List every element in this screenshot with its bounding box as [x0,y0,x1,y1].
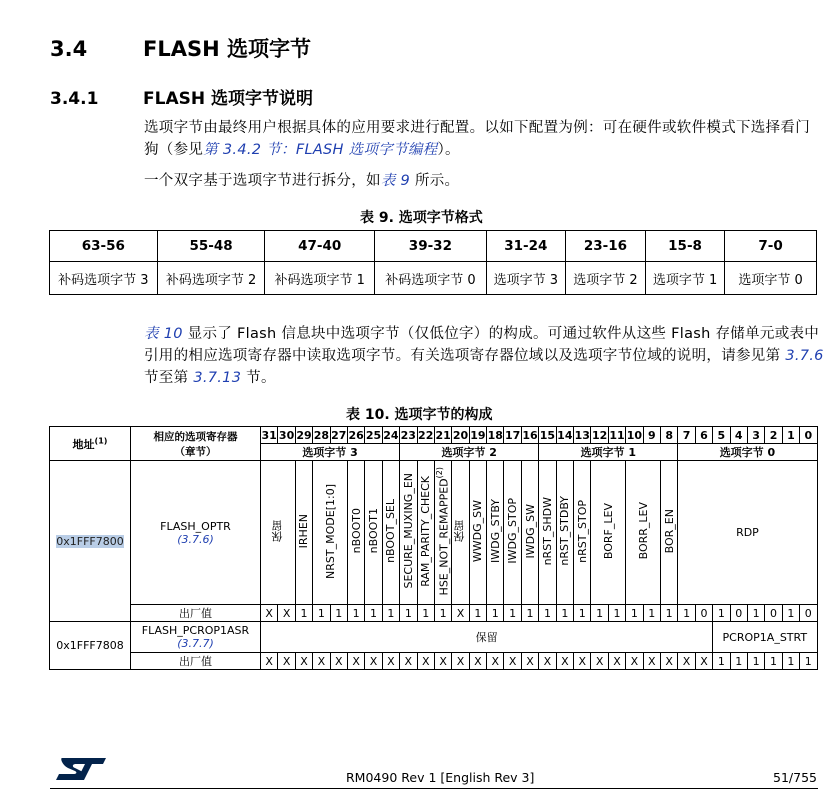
bitfield-text: 保留 [453,520,467,542]
bitfield-label [524,504,537,558]
factory-value: X [452,653,469,670]
bitfield-text: BORR_LEV [636,502,650,560]
bit-number: 25 [365,428,382,442]
factory-value: 1 [313,605,330,622]
address-footnote: (1) [94,435,108,445]
bit-number: 8 [660,427,677,444]
paragraph-1 [144,117,824,161]
footer-doc-id: RM0490 Rev 1 [English Rev 3] [346,770,535,785]
bitfield-text: RAM_PARITY_CHECK [419,475,433,587]
bitfield-text: nBOOT1 [367,508,381,554]
bit-number: 4 [730,427,747,444]
byte-group-label: 选项字节 1 [539,444,678,461]
factory-value: 1 [365,605,382,622]
bitfield-label [541,497,554,565]
bitfield-text: IRHEN [297,513,311,549]
table9-cell: 选项字节 1 [645,262,724,295]
table9-caption: 表 9. 选项字节格式 [360,210,483,226]
bit-number: 0 [800,427,817,444]
bit-number: 26 [348,428,364,442]
bit-number: 17 [505,428,521,442]
factory-value: 1 [295,605,312,622]
byte-group-label: 选项字节 3 [261,444,400,461]
bit-number: 21 [435,428,451,442]
bitfield-cell [487,461,504,605]
bit-number: 11 [609,428,625,442]
factory-value: X [469,653,486,670]
bitfield-text: HSE_NOT_REMAPPED [437,478,451,596]
register-ref-link[interactable]: (3.7.6) [177,532,214,546]
factory-value: 1 [730,653,747,670]
factory-value: X [539,653,556,670]
para2-text: 一个双字基于选项字节进行拆分，如 [144,173,381,189]
register-header: 相应的选项寄存器（章节） [131,427,261,461]
bit-number: 24 [383,428,399,442]
factory-value: 1 [574,605,591,622]
hse-footnote: (2) [435,466,445,479]
table-9-link[interactable]: 表 9 [380,173,411,189]
bitfield-cell [400,461,417,605]
table9-header-cell: 55-48 [157,231,265,262]
bit-number: 23 [400,428,416,442]
bitfield-text: BOR_EN [662,508,676,554]
table9-header-cell: 7-0 [725,231,817,262]
bitfield-cell [591,461,626,605]
factory-value: X [487,653,504,670]
table9-cell: 选项字节 3 [486,262,565,295]
table9-header-cell: 31-24 [486,231,565,262]
factory-value: 1 [782,605,799,622]
bitfield-text: IWDG_SW [523,503,537,559]
factory-value: 1 [400,605,417,622]
factory-value: X [660,653,677,670]
table9-cell: 选项字节 0 [725,262,817,295]
factory-value: 1 [347,605,364,622]
st-logo-icon [54,756,108,782]
bit-number: 9 [643,427,660,444]
factory-value: 1 [660,605,677,622]
address-header [50,427,131,461]
factory-value: 1 [678,605,695,622]
factory-value: X [313,653,330,670]
factory-value: X [678,653,695,670]
bit-number: 28 [313,428,330,442]
factory-value: 1 [626,605,643,622]
register-ref-link[interactable]: (3.7.7) [177,637,214,650]
factory-value: 1 [504,605,521,622]
factory-value: X [574,653,591,670]
register-cell [131,622,261,653]
factory-value: 1 [591,605,608,622]
bitfield-label [576,500,589,563]
bitfield-cell [469,461,486,605]
factory-value: 0 [800,605,817,622]
byte-group-label: 选项字节 2 [400,444,539,461]
bitfield-label [297,514,310,548]
pcrop-field: PCROP1A_STRT [713,622,817,653]
section-heading [50,33,311,63]
factory-value: X [382,653,399,670]
factory-value: 1 [713,605,730,622]
bitfield-cell [626,461,661,605]
bitfield-label [384,499,397,563]
option-byte-organization-table [49,426,818,670]
subsection-number: 3.4.1 [50,89,99,109]
register-cell [131,461,261,605]
factory-value: 1 [417,605,434,622]
bitfield-label [471,500,484,562]
bitfield-text: 保留 [270,520,284,542]
factory-value: X [643,653,660,670]
factory-value: 1 [330,605,347,622]
factory-value: X [452,605,469,622]
bitfield-cell [434,461,451,605]
factory-value: 1 [643,605,660,622]
bitfield-text: SECURE_MUXING_EN [401,473,415,589]
bit-number: 18 [487,428,503,442]
option-byte-format-table [49,230,817,295]
factory-value: 1 [747,605,764,622]
bit-number: 27 [331,428,347,442]
factory-value: 1 [765,653,782,670]
table9-cell: 选项字节 2 [565,262,645,295]
section-3-4-2-link[interactable]: 第 3.4.2 节：FLASH 选项字节编程 [203,142,438,158]
byte-group-label: 选项字节 0 [678,444,817,461]
bitfield-text: IWDG_STOP [506,498,520,564]
section-3-7-6-link[interactable]: 3.7.6 [785,348,824,364]
table9-header-cell: 15-8 [645,231,724,262]
bit-number: 31 [261,428,277,442]
bit-number: 5 [713,427,730,444]
table9-header-cell: 47-40 [265,231,375,262]
factory-value: X [261,605,278,622]
factory-value: 0 [695,605,712,622]
bitfield-label [506,498,519,564]
bit-number: 14 [557,428,573,442]
factory-value: 1 [747,653,764,670]
address-cell [50,461,131,622]
factory-value-label: 出厂值 [131,605,261,622]
factory-value: X [556,653,573,670]
bitfield-text: WWDG_SW [471,499,485,563]
bitfield-text: nRST_STDBY [558,496,572,566]
factory-value: X [295,653,312,670]
bitfield-cell [261,461,296,605]
factory-value: 1 [469,605,486,622]
factory-value: 1 [608,605,625,622]
bitfield-text: nRST_STOP [575,499,589,563]
para1-end: ）。 [437,142,460,158]
factory-value: X [504,653,521,670]
bitfield-cell [539,461,556,605]
factory-value: 1 [556,605,573,622]
section-number: 3.4 [50,37,88,61]
bitfield-label [435,467,451,595]
factory-value: X [521,653,538,670]
section-title: FLASH 选项字节 [143,37,311,61]
bitfield-text: IWDG_STBY [488,499,502,563]
factory-value-label: 出厂值 [131,653,261,670]
factory-value: X [278,653,295,670]
factory-value: X [347,653,364,670]
bit-number: 6 [695,427,712,444]
bit-number: 2 [765,427,782,444]
bitfield-label [489,499,502,563]
para1-text: 选项字节由最终用户根据具体的应用要求进行配置。以如下配置为例：可在硬件或软件模式下选择看门狗（参见 [144,120,810,158]
table9-header-cell: 23-16 [565,231,645,262]
table-10-link[interactable]: 表 10 [144,326,183,342]
factory-value: X [591,653,608,670]
bitfield-label [663,509,676,553]
para2-end: 所示。 [410,173,460,189]
factory-value: 1 [487,605,504,622]
factory-value: X [330,653,347,670]
address-cell: 0x1FFF7808 [50,622,131,670]
factory-value: X [626,653,643,670]
factory-value: 1 [713,653,730,670]
bit-number: 20 [452,428,469,442]
bitfield-cell [382,461,399,605]
footer-page-number: 51/755 [773,770,817,785]
factory-value: X [608,653,625,670]
bitfield-cell [365,461,382,605]
paragraph-2 [144,170,824,192]
factory-value: 1 [539,605,556,622]
bitfield-label [558,496,571,566]
bitfield-cell [660,461,677,605]
bit-number: 16 [522,428,538,442]
factory-value: X [261,653,278,670]
bitfield-label: RDP [736,526,759,539]
para3-mid: 节至第 [144,370,194,386]
table9-header-cell: 39-32 [375,231,487,262]
bitfield-label [367,508,380,553]
factory-value: X [400,653,417,670]
bitfield-cell [678,461,817,605]
reserved-field: 保留 [261,622,713,653]
factory-value: 1 [782,653,799,670]
bit-number: 1 [782,427,799,444]
register-name: FLASH_PCROP1ASR [141,624,250,637]
para3-end: 节。 [241,370,276,386]
subsection-title: FLASH 选项字节说明 [143,89,313,109]
bit-number: 12 [591,428,608,442]
bitfield-label [350,508,363,553]
factory-value: X [434,653,451,670]
bitfield-cell [574,461,591,605]
bitfield-text: nRST_SHDW [540,496,554,566]
factory-value: X [278,605,295,622]
table10-caption: 表 10. 选项字节的构成 [346,407,493,423]
bit-number: 10 [626,428,643,442]
bitfield-cell [504,461,521,605]
table9-cell: 补码选项字节 3 [50,262,158,295]
subsection-heading [50,84,313,109]
bitfield-cell [417,461,434,605]
bitfield-text: NRST_MODE[1:0] [323,483,337,579]
bitfield-cell [347,461,364,605]
address-header-text: 地址 [72,437,95,451]
factory-value: 1 [800,653,817,670]
bit-number: 30 [278,428,295,442]
section-3-7-13-link[interactable]: 3.7.13 [193,370,242,386]
footer-rule [50,788,818,789]
register-name: FLASH_OPTR [160,519,231,533]
bit-number: 15 [539,428,556,442]
bitfield-cell [521,461,538,605]
bit-number: 7 [678,427,695,444]
bitfield-label [419,476,432,587]
bitfield-label [637,502,650,559]
bitfield-cell [452,461,469,605]
factory-value: 1 [434,605,451,622]
bitfield-text: BORF_LEV [601,502,615,560]
bit-number: 19 [470,428,486,442]
table9-cell: 补码选项字节 1 [265,262,375,295]
address-value[interactable]: 0x1FFF7800 [56,534,124,548]
bitfield-label [602,503,615,559]
bitfield-cell [295,461,312,605]
bitfield-text: nBOOT_SEL [384,499,398,563]
bitfield-text: nBOOT0 [349,508,363,554]
paragraph-3 [144,323,824,389]
factory-value: X [417,653,434,670]
bitfield-label [324,484,337,579]
factory-value: X [365,653,382,670]
table9-header-cell: 63-56 [50,231,158,262]
factory-value: X [695,653,712,670]
factory-value: 1 [521,605,538,622]
bitfield-label [402,473,415,589]
bitfield-label [270,520,286,542]
para3-text: 显示了 Flash 信息块中选项字节（仅低位字）的构成。可通过软件从这些 Flash 存储单元或表中引用的相应选项寄存器中读取选项字节。有关选项寄存器位域以及选项字节位域的说明，请参见第 [144,326,820,364]
table9-cell: 补码选项字节 2 [157,262,265,295]
bitfield-cell [556,461,573,605]
bit-number: 13 [574,428,590,442]
factory-value: 0 [765,605,782,622]
bit-number: 3 [747,427,764,444]
bit-number: 29 [296,428,312,442]
bitfield-label [452,520,468,542]
table9-cell: 补码选项字节 0 [375,262,487,295]
bit-number: 22 [418,428,434,442]
factory-value: 1 [382,605,399,622]
bitfield-cell [313,461,348,605]
factory-value: 0 [730,605,747,622]
